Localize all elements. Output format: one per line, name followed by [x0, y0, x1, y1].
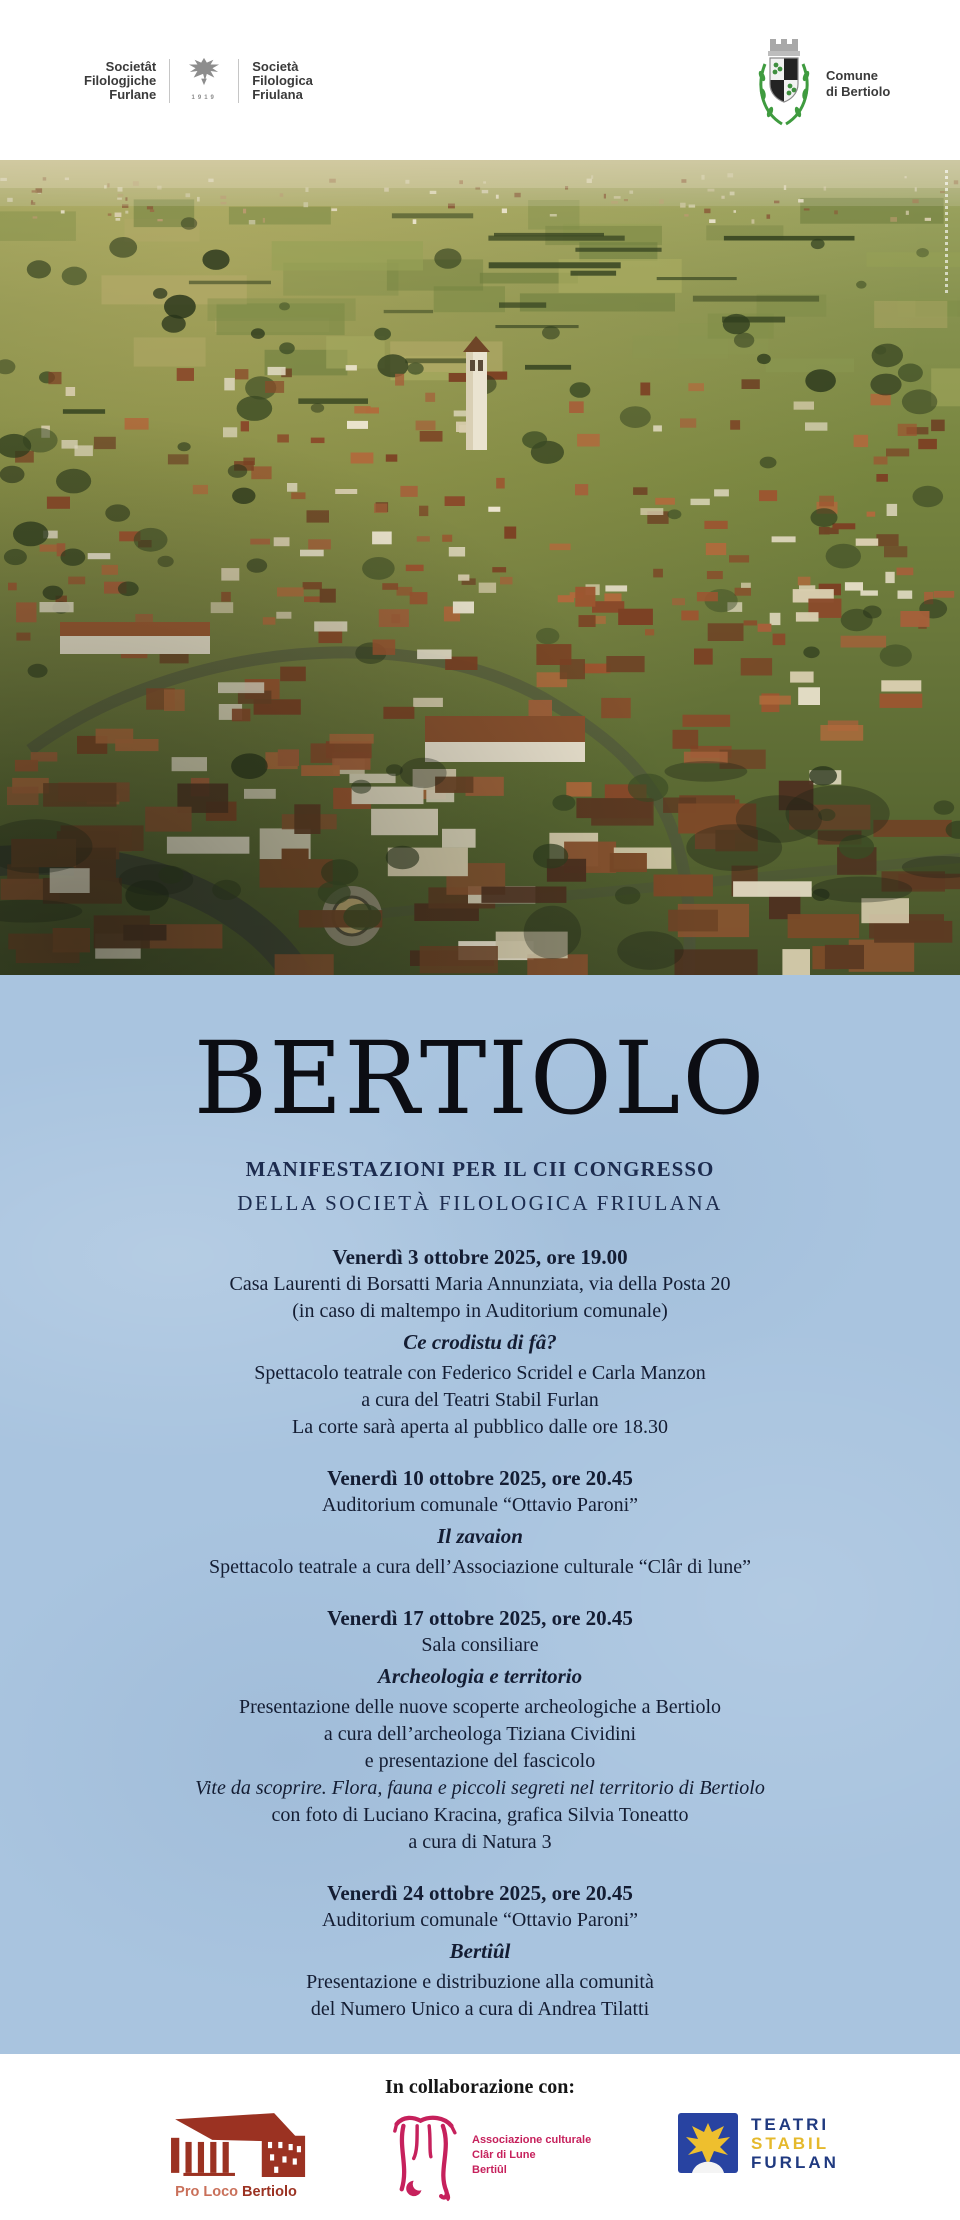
- societa-filologica-friulana-logo: [84, 56, 313, 105]
- clar-line3: Bertiûl: [472, 2163, 507, 2176]
- event-date: Venerdì 17 ottobre 2025, ore 20.45: [327, 1606, 633, 1630]
- event-detail: Spettacolo teatrale a cura dell’Associazione culturale “Clâr di lune”: [209, 1556, 751, 1578]
- teatri-stabil-furlan-logo: [678, 2113, 839, 2173]
- sff-eagle-block: [183, 56, 225, 105]
- event-venue: Auditorium comunale “Ottavio Paroni”: [321, 1494, 639, 1516]
- events-list: [0, 1244, 960, 2023]
- comune-name: [826, 68, 890, 134]
- collaboration-label: In collaborazione con:: [385, 2076, 575, 2098]
- sff-fur-line3: Furlane: [109, 86, 157, 102]
- event-venue: Casa Laurenti di Borsatti Maria Annunziata, via della Posta 20: [229, 1273, 731, 1295]
- event-title: Archeologia e territorio: [377, 1664, 583, 1688]
- event-venue: Auditorium comunale “Ottavio Paroni”: [321, 1909, 639, 1931]
- sff-fur-line1: Societât: [105, 58, 157, 74]
- teatri-line3: FURLAN: [751, 2152, 839, 2172]
- sff-friulian-name: [84, 60, 156, 102]
- sff-year: 1919: [191, 95, 217, 101]
- clar-di-lune-caption: [472, 2133, 591, 2178]
- event-idetail: Vite da scoprire. Flora, fauna e piccoli segreti nel territorio di Bertiolo: [195, 1777, 765, 1799]
- sff-italian-name: [252, 60, 313, 102]
- clar-di-lune-logo: [388, 2103, 591, 2207]
- partner-logos: [0, 2111, 960, 2219]
- event-date: Venerdì 3 ottobre 2025, ore 19.00: [332, 1245, 628, 1269]
- event-detail: e presentazione del fascicolo: [364, 1750, 596, 1772]
- event-detail: a cura di Natura 3: [408, 1831, 552, 1853]
- comune-line2: di Bertiolo: [826, 84, 891, 99]
- teatri-stabil-furlan-caption: [751, 2115, 839, 2172]
- comune-di-bertiolo-logo: [756, 34, 890, 134]
- event-block: [0, 1244, 960, 1441]
- teatri-line1: TEATRI: [751, 2114, 830, 2134]
- sff-ita-line1: Società: [252, 58, 299, 74]
- eagle-icon: [186, 56, 222, 88]
- event-block: [0, 1605, 960, 1856]
- aerial-photo-art: [0, 160, 960, 975]
- divider: [238, 59, 239, 103]
- event-title: Ce crodistu di fâ?: [403, 1330, 557, 1354]
- event-detail: La corte sarà aperta al pubblico dalle ore 18.30: [292, 1416, 668, 1438]
- proloco-bertiolo-logo: [148, 2111, 324, 2200]
- event-block: [0, 1880, 960, 2023]
- comune-crest-icon: [756, 34, 812, 134]
- poster-body: [0, 975, 960, 2057]
- event-block: [0, 1465, 960, 1581]
- proloco-building-icon: [156, 2111, 316, 2177]
- divider: [169, 59, 170, 103]
- sff-ita-line2: Filologica: [252, 72, 313, 88]
- aerial-photo: [0, 160, 960, 975]
- clar-di-lune-curtain-icon: [388, 2103, 460, 2207]
- sff-fur-line2: Filologjiche: [84, 72, 157, 88]
- event-title: Bertiûl: [449, 1939, 511, 1963]
- sff-ita-line3: Friulana: [252, 86, 303, 102]
- event-detail: Spettacolo teatrale con Federico Scridel e Carla Manzon: [254, 1362, 706, 1384]
- event-detail: a cura dell’archeologa Tiziana Cividini: [323, 1723, 637, 1745]
- clar-line2: Clâr di Lune: [472, 2148, 536, 2161]
- clar-line1: Associazione culturale: [472, 2133, 592, 2146]
- event-venue: Sala consiliare: [421, 1634, 539, 1656]
- event-date: Venerdì 24 ottobre 2025, ore 20.45: [327, 1881, 633, 1905]
- poster-subtitle-line2: DELLA SOCIETÀ FILOLOGICA FRIULANA: [237, 1191, 723, 1215]
- header: [0, 0, 960, 160]
- event-date: Venerdì 10 ottobre 2025, ore 20.45: [327, 1466, 633, 1490]
- proloco-name-light: Pro Loco: [175, 2184, 239, 2200]
- teatri-line2: STABIL: [751, 2133, 830, 2153]
- event-venue: (in caso di maltempo in Auditorium comunale): [292, 1300, 668, 1322]
- teatri-stabil-furlan-icon: [678, 2113, 738, 2173]
- event-title: Il zavaion: [437, 1524, 523, 1548]
- event-detail: del Numero Unico a cura di Andrea Tilatti: [310, 1998, 650, 2020]
- poster-title: BERTIOLO: [193, 1020, 767, 1137]
- photo-credit: [945, 170, 948, 294]
- event-detail: Presentazione e distribuzione alla comunità: [306, 1971, 654, 1993]
- proloco-name-bold: Bertiolo: [242, 2184, 297, 2200]
- comune-line1: Comune: [826, 68, 878, 83]
- footer: [0, 2054, 960, 2220]
- event-detail: con foto di Luciano Kracina, grafica Silvia Toneatto: [271, 1804, 689, 1826]
- event-detail: a cura del Teatri Stabil Furlan: [361, 1389, 599, 1411]
- poster-subtitle-line1: MANIFESTAZIONI PER IL CII CONGRESSO: [245, 1157, 715, 1181]
- event-detail: Presentazione delle nuove scoperte archeologiche a Bertiolo: [238, 1696, 722, 1718]
- proloco-caption: [148, 2184, 324, 2200]
